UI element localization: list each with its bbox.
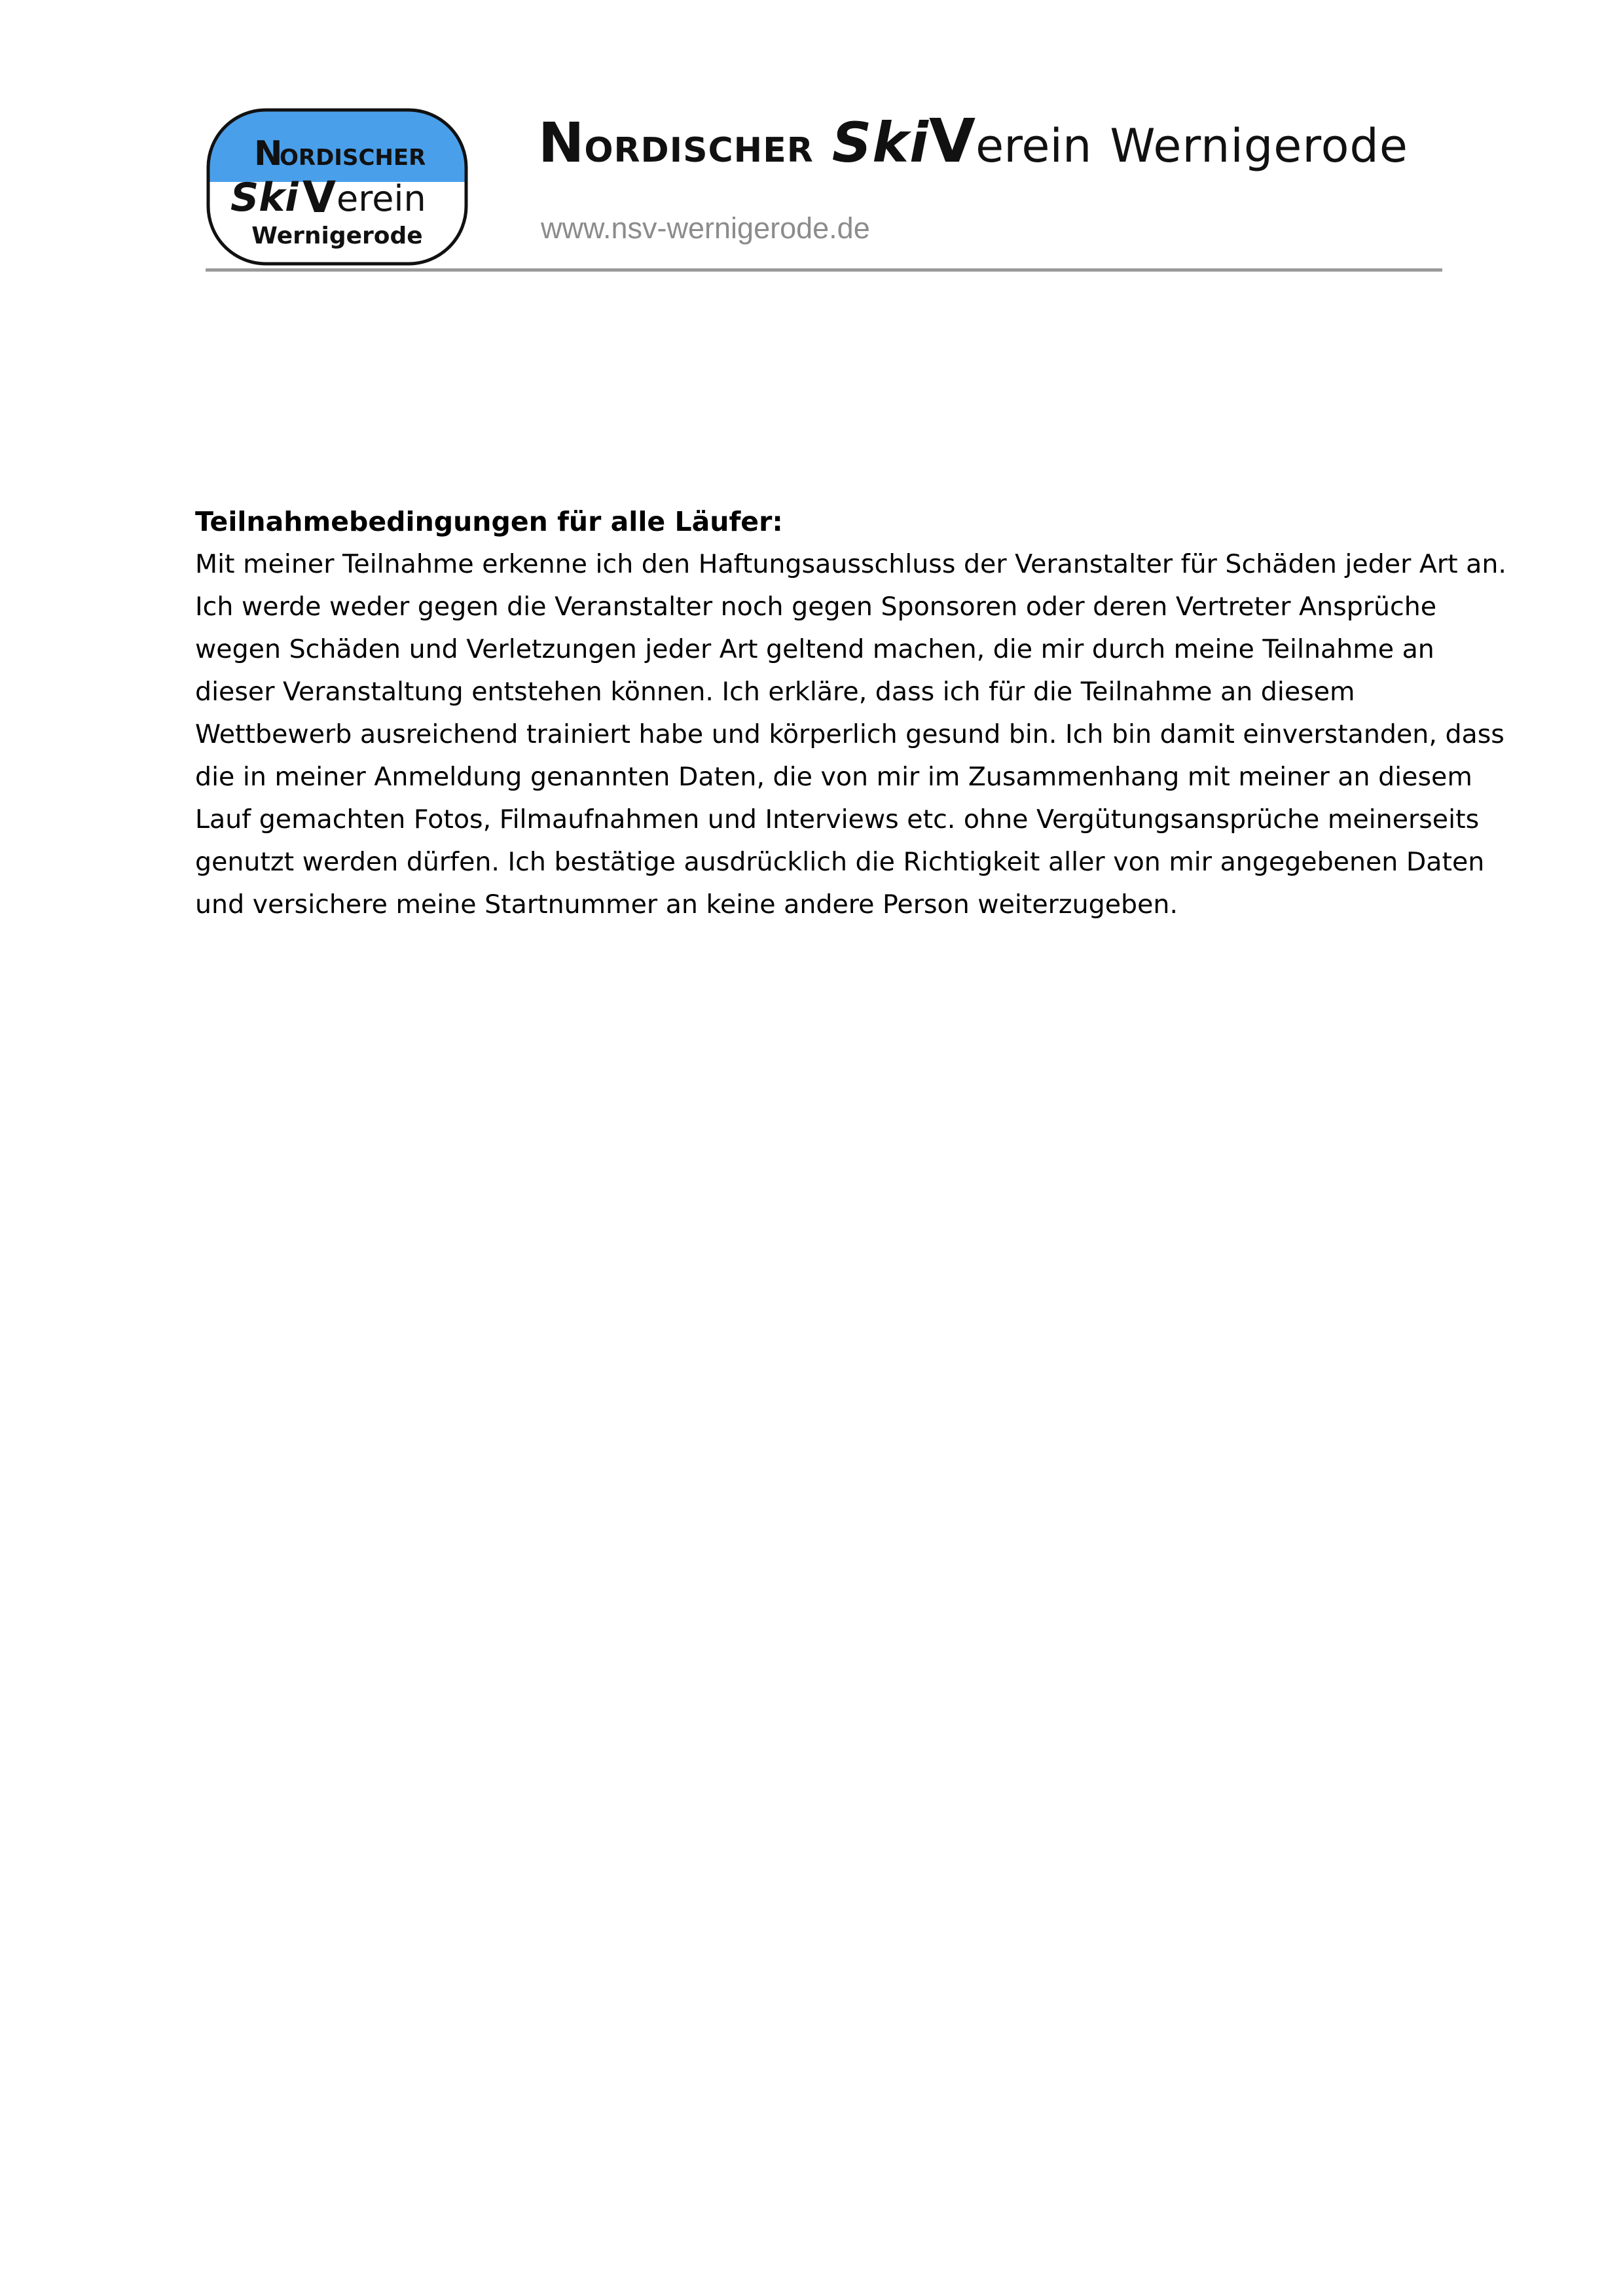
logo-text-ski: Ski (230, 175, 299, 221)
club-name-ski: Ski (831, 111, 929, 175)
section-body (195, 543, 1506, 926)
logo-text-nordischer-initial: N (254, 134, 283, 173)
section-heading: Teilnahmebedingungen für alle Läufer: (195, 506, 783, 537)
body-line: Mit meiner Teilnahme erkenne ich den Haftungsausschluss der Veranstalter für Schäden jeder Art an. (195, 549, 1506, 579)
logo-text-erein: erein (337, 178, 426, 219)
club-name-heading (538, 106, 1408, 176)
body-line: Lauf gemachten Fotos, Filmaufnahmen und Interviews etc. ohne Vergütungsansprüche meinerseits (195, 804, 1480, 834)
club-logo-graphic (206, 107, 469, 266)
club-website-url: www.nsv-wernigerode.de (541, 211, 870, 245)
logo-text-v: V (302, 172, 337, 223)
body-line: und versichere meine Startnummer an keine andere Person weiterzugeben. (195, 889, 1178, 920)
body-line: Ich werde weder gegen die Veranstalter noch gegen Sponsoren oder deren Vertreter Ansprüche (195, 592, 1437, 622)
body-line: die in meiner Anmeldung genannten Daten, die von mir im Zusammenhang mit meiner an diesem (195, 762, 1472, 792)
club-name-initial: N (538, 111, 585, 175)
club-name-v: V (928, 106, 976, 176)
logo-text-wernigerode: Wernigerode (251, 223, 423, 249)
club-logo (206, 107, 469, 266)
header-divider (206, 268, 1442, 272)
club-name-erein: erein (976, 119, 1092, 173)
body-line: dieser Veranstaltung entstehen können. Ich erkläre, dass ich für die Teilnahme an diesem (195, 677, 1355, 707)
club-name-nordischer: ORDISCHER (584, 131, 814, 170)
participation-conditions (195, 500, 1506, 926)
body-line: wegen Schäden und Verletzungen jeder Art geltend machen, die mir durch meine Teilnahme an (195, 634, 1434, 664)
body-line: Wettbewerb ausreichend trainiert habe und körperlich gesund bin. Ich bin damit einverstanden, dass (195, 719, 1504, 749)
logo-text-nordischer: ORDISCHER (280, 145, 426, 171)
body-line: genutzt werden dürfen. Ich bestätige ausdrücklich die Richtigkeit aller von mir angegebenen Daten (195, 847, 1485, 877)
club-name-place: Wernigerode (1110, 119, 1408, 173)
